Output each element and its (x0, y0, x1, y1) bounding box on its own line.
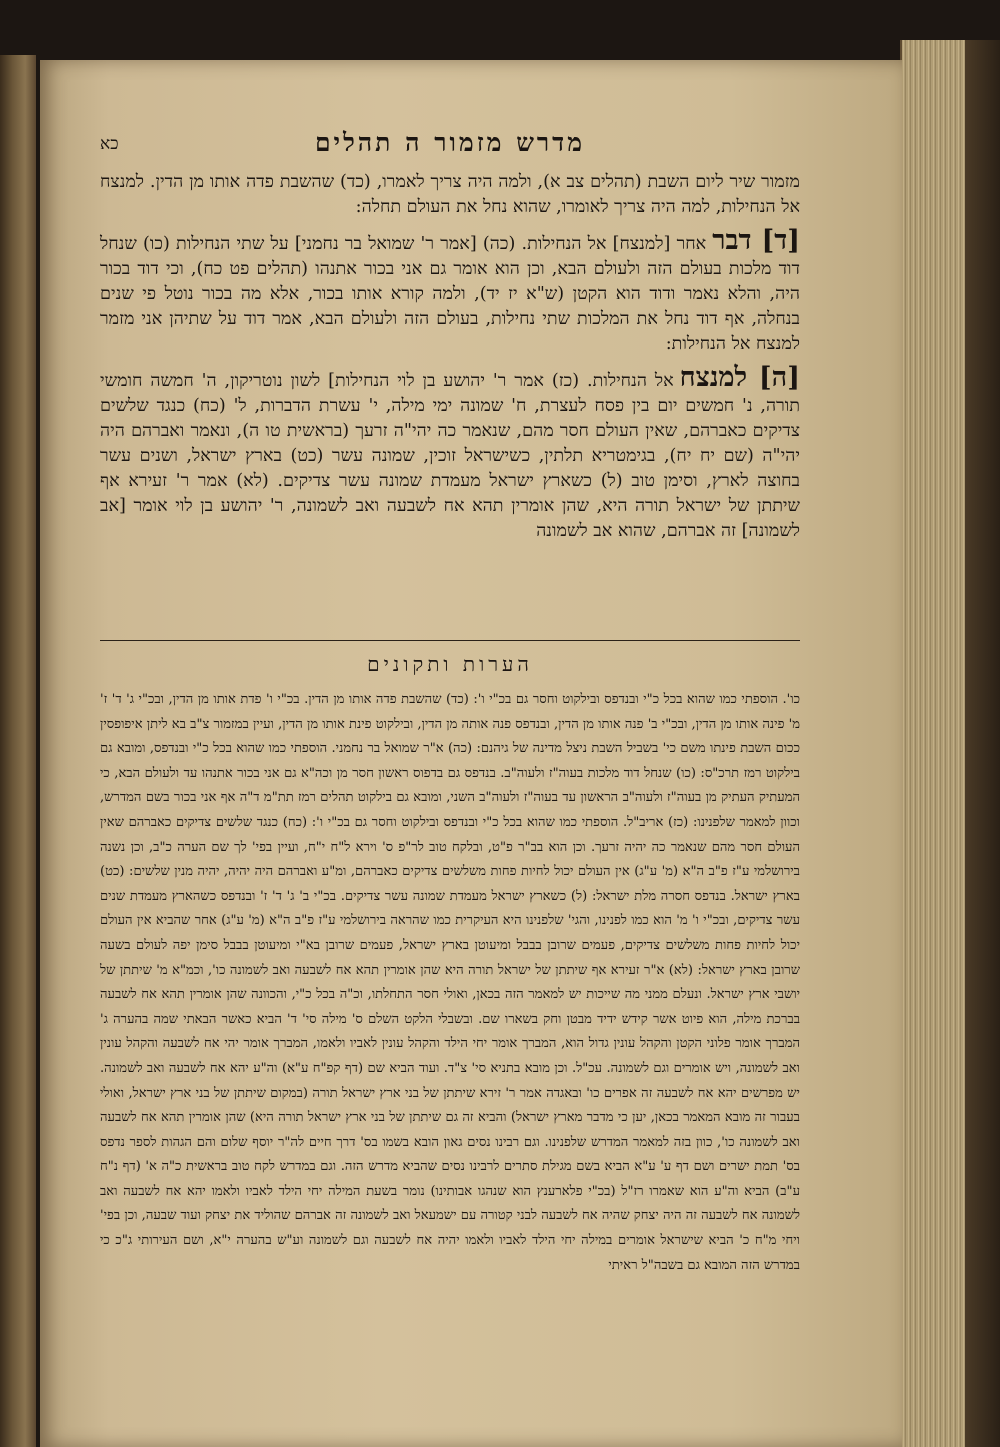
section-divider (100, 640, 800, 641)
main-text (100, 170, 800, 552)
notes-section (100, 688, 800, 1273)
notes-text: כו'. הוספתי כמו שהוא בכל כ"י ובנדפס ובילקוט וחסר גם בכ"י ו': (כד) שהשבת פדה אותו מן הדין. בכ"י ו' פדת אותו מן הדין, ובכ"י ג' ד' ז' מ' פינה אותו מן הדין, ובכ"י ב' פנה אותו מן הדין, ובנדפס פנה אותה מן הדין, ובילקוט פינת אותו מן הדין, ועיין במזמור צ"ב בא ליתן איפופסין ככום השבת פינתו משם כי' בשביל השבת ניצל מדינה של גיהנם: (כה) א"ר שמואל בר נחמני. הוספתי כמו שהוא בכל כ"י ובנדפס, ומובא גם בילקוט רמז תרכ"ס: (כו) שנחל דוד מלכות בעוה"ז ולעוה"ב. בנדפס גם בדפוס ראשון חסר מן וכה"א גם אני בכור אתנהו עד ולעולם הבא, כי המעתיק העתיק מן בעוה"ז ולעוה"ב הראשון עד בעוה"ז ולעוה"ב השני, ומובא גם בילקוט תהלים רמז תת"מ ד"ה אף אני בכור בשם המדרש, וכוון למאמר שלפנינו: (כז) אריב"ל. הוספתי כמו שהוא בכל כ"י ובנדפס ובילקוט וחסר גם בכ"י ו': (כח) כנגד שלשים צדיקים כאברהם שאין העולם חסר מהם שנאמר כה יהיה זרעך. וכן הוא בב"ר פ"ט, ובלקח טוב לר"פ ס' וירא ל"ח י"ח, ועיין בפי' לך שם הערה כ"ב, וכן נשנה בירושלמי ע"ז פ"ב ה"א (מ' ע"ג) אין העולם יכול לחיות פחות משלשים צדיקים כאברהם, ומ"ע ואברהם היה יהיה, יהיה מנין שלשים: (כט) בארץ ישראל. בנדפס חסרה מלת ישראל: (ל) כשארץ ישראל מעמדת שמונה עשר צדיקים. בכ"י ב' ג' ד' ז' ובנדפס כשהארץ מעמדת שנים עשר צדיקים, ובכ"י ו' מ' הוא כמו לפנינו, והגי' שלפנינו היא העיקרית כמו שהראה בירושלמי ע"ז פ"ב ה"א (מ' ע"ג) אחר שהביא אין העולם יכול לחיות פחות משלשים צדיקים, פעמים שרובן בבבל ומיעוטן בארץ ישראל, פעמים שרובן בא"י ומיעוטן בבבל סימן יפה לעולם בשעה שרובן בארץ ישראל: (לא) א"ר זעירא אף שיתתן של ישראל תורה היא שהן אומרין תהא אח לשבעה ואב לשמונה כו', וכמ"א מ' שיתתן של יושבי ארץ ישראל. ונעלם ממני מה שייכות יש למאמר הזה בכאן, ואולי חסר התחלתו, וכ"ה בכל כ"י, והכוונה שהן אומרין תהא אח לשבעה בברכת מילה, הוא פיוט אשר קידש ידיד מבטן וחק בשארו שם. ובשבלי הלקט השלם ס' מילה סי' ד' הביא כאשר הבאתי שמה בהערה ג' המברך אומר פלוני הקטן והקהל עונין גדול הוא, המברך אומר יחי הילד והקהל עונין לאביו ולאמו, המברך אומר יהי אח לשבעה והקהל עונין ואב לשמונה, ויש אומרים וגם לשמונה. עכ"ל. וכן מובא בתניא סי' צ"ד. ועוד הביא שם (דף קפ"ח ע"א) וה"ע יהא אח לשבעה ואב לשמונה. יש מפרשים יהא אח לשבעה זה אפרים כו' ובאגדה אמר ר' זירא שיתתן של בני ארץ ישראל תורה (במקום שיתתן של בני ארץ ישראל, ואולי בעבור זה מובא המאמר בכאן, יען כי מדבר מארץ ישראל) והביא זה גם שיתתן של בני ארץ ישראל תורה היא) שהן אומרין תהא אח לשבעה ואב לשמונה כו', כוון בזה למאמר המדרש שלפנינו. וגם רבינו נסים גאון הובא בשמו בס' דרך חיים לה"ר יוסף שלום והם הגהות לספר נדפס בס' תמת ישרים ושם דף ע' ע"א הביא בשם מגילת סתרים לרבינו נסים שהביא מדרש הזה. וגם במדרש לקח טוב בראשית כ"ה א' (דף נ"ח ע"ב) הביא וה"ע הוא שאמרו רז"ל (בכ"י פלארענץ הוא שנהגו אבותינו) נומר בשעת המילה יחי הילד לאביו ולאמו יהא אח לשבעה ואב לשמונה אח לשבעה זה היה יצחק שהיה אח לשבעה לבני קטורה עם ישמעאל ואב לשמונה זה אברהם שהוליד את יצחק ועוד שבעה, וכן בפי' ויחי מ"ח כ' הביא שישראל אומרים במילה יחי הילד לאביו ולאמו יהיה אח לשבעה וגם לשמונה וע"ש בהערה י"א, ושם העירותי ג"כ כי במדרש הזה המובא גם בשבה"ל ראיתי (100, 692, 800, 1273)
paragraph-3-body: אל הנחילות. (כז) אמר ר' יהושע בן לוי הנחילות] לשון נוטריקון, ה' חמשה חומשי תורה, נ' חמשים יום בין פסח לעצרת, ח' שמונה ימי מילה, י' עשרת הדברות, ל' (כח) כנגד שלשים צדיקים כאברהם, שאין העולם חסר מהם, שנאמר כה יהי"ה זרעך (בראשית טו ה), ונאמר ואברהם היה יהי"ה (שם יח יח), בגימטריא תלתין, כשישראל זוכין, שמונה עשר (כט) בארץ ישראל, ושנים עשר בחוצה לארץ, וסימן טוב (ל) כשארץ ישראל מעמדת שמונה עשר צדיקים. (לא) אמר ר' זעירא אף שיתתן של ישראל תורה היא, שהן אומרין תהא אח לשבעה ואב לשמונה, ר' יהושע בן לוי אומר [אב לשמונה] זה אברהם, שהוא אב לשמונה (100, 371, 800, 541)
header-title: מדרש מזמור ה תהלים (314, 128, 586, 157)
facing-page-edge (0, 55, 36, 1447)
paragraph-2-body: אחר [למנצח] אל הנחילות. (כה) [אמר ר' שמואל בר נחמני] על שתי הנחילות (כו) שנחל דוד מלכות בעולם הזה ולעולם הבא, וכן הוא אומר גם אני בכור אתנהו (תהלים פט כח), וכי דוד בכור היה, והלא נאמר ודוד הוא הקטן (ש"א יז יד), ולמה קורא אותו בכור, אלא מה בכור נוטל פי שנים בנחלה, אף דוד נחל את המלכות שתי נחילות, בעולם הזה ולעולם הבא, אמר דוד על שתיהן אני מזמר למנצח אל הנחילות: (100, 234, 800, 354)
paragraph-1: מזמור שיר ליום השבת (תהלים צב א), ולמה היה צריך לאמרו, (כד) שהשבת פדה אותו מן הדין. למנצח אל הנחילות, למה היה צריך לאומרו, שהוא נחל את העולם תחלה: (100, 172, 800, 217)
running-header (100, 128, 800, 160)
notes-title: הערות ותקונים (367, 652, 533, 676)
book-spine (965, 40, 1000, 1447)
paragraph-3 (100, 362, 800, 544)
paragraph-2 (100, 225, 800, 357)
paragraph-3-lead: [ה] למנצח (679, 362, 800, 393)
paragraph-2-lead: [ד] דבר (712, 225, 800, 256)
page-number: כא (100, 134, 119, 154)
printed-page (40, 60, 902, 1447)
